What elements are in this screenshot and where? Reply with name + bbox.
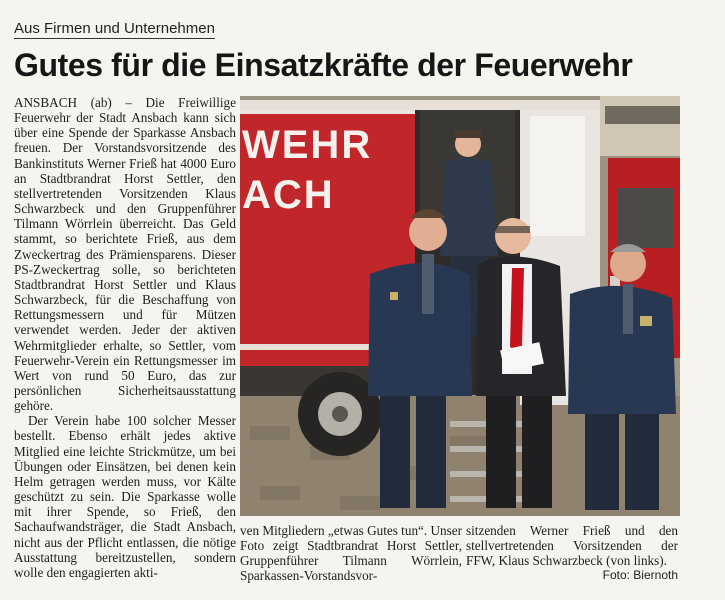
headline: Gutes für die Einsatzkräfte der Feuerwehr <box>14 47 633 83</box>
article-column-1 <box>14 95 236 580</box>
section-label: Aus Firmen und Unternehmen <box>14 20 215 37</box>
paragraph-1: ANSBACH (ab) – Die Freiwillige Feuerwehr der Stadt Ansbach kann sich über eine Spende der Sparkasse Ansbach freuen. Der Vorstandsvorsitzende des Bankinstituts Werner Frieß hat 4000 Euro an Stadtbrandrat Horst Settler, den stellvertretenden Vorsitzenden Klaus Schwarzbeck und den Gruppenführer Tilmann Wörrlein überreicht. Das Geld stammt, so berichtete Frieß, aus dem Zweckertrag des Prämiensparens. Dieser PS-Zweckertrag solle, so berichteten Stadtbrandrat Horst Settler und Klaus Schwarzbeck, für die Beschaffung von Rettungsmessern und für Mützen verwendet werden. Jeder der aktiven Wehrmitglieder erhalte, so Settler, vom Feuerwehr-Verein ein Rettungsmesser im Wert von rund 50 Euro, das zur persönlichen Sicherheitsausstattung gehöre. <box>14 95 236 414</box>
caption-part-1: ven Mitgliedern „etwas Gutes tun“. Unser Foto zeigt Stadtbrandrat Horst Settler, Gruppenführer Tilmann Wörrlein, Sparkassen-Vorstandsvor- <box>240 523 462 584</box>
caption-part-2: sitzenden Werner Frieß und den stellvertretenden Vorsitzenden der FFW, Klaus Schwarzbeck (von links). <box>466 523 678 569</box>
article-column-3 <box>466 523 678 568</box>
truck-lettering-1: WEHR <box>242 123 373 167</box>
truck-lettering-2: ACH <box>242 173 335 217</box>
paragraph-2: Der Verein habe 100 solcher Messer bestellt. Ebenso erhält jedes aktive Mitglied eine leichte Strickmütze, um bei Übungen oder Einsätzen, bei denen kein Helm getragen werden muss, vor Kälte geschützt zu sein. Die Sparkasse wolle mit ihrer Spende, so Frieß, den Sachaufwandsträger, die Stadt Ansbach, nicht aus der Pflicht entlassen, die nötige Ausstattung bereitzustellen, sondern wolle den engagierten akti- <box>14 413 236 580</box>
photo-credit: Foto: Biernoth <box>602 568 678 582</box>
article-photo <box>240 96 680 516</box>
article-column-2 <box>240 523 462 584</box>
